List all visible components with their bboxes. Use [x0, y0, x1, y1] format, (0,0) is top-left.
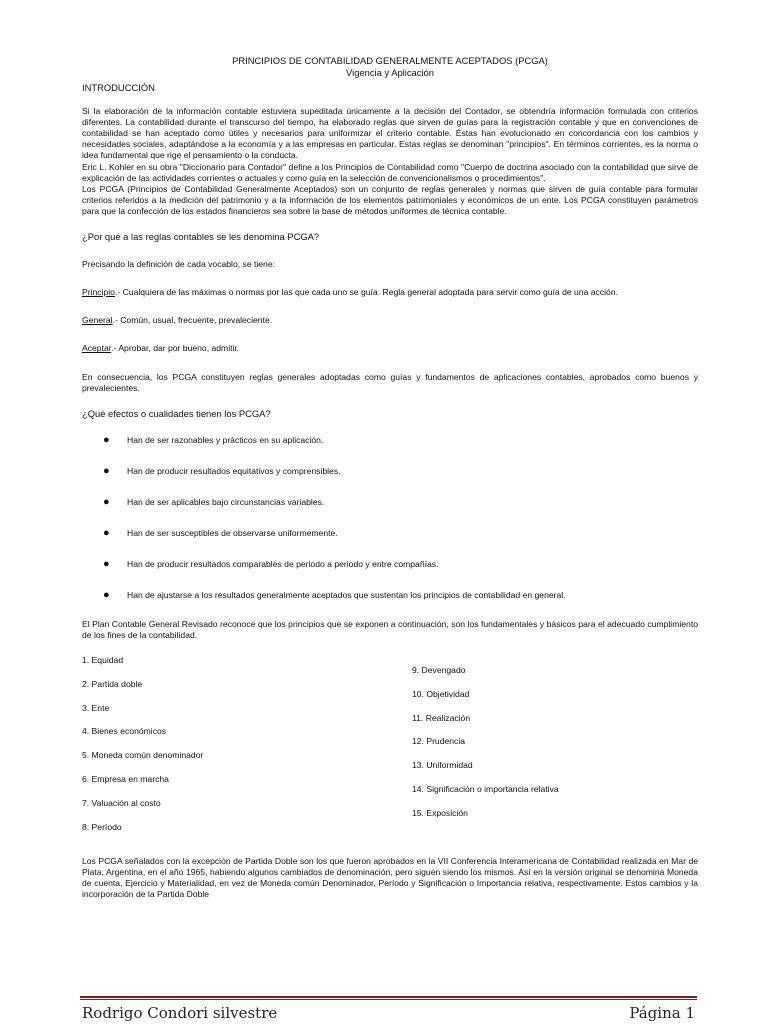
footer-page-number: Página 1 [629, 1004, 695, 1022]
list-item: 6. Empresa en marcha [82, 773, 169, 784]
list-item: 10. Objetividad [412, 688, 470, 699]
page-footer [80, 1004, 697, 1024]
question-effects-pcga: ¿Qué efectos o cualidades tienen los PCGA? [82, 407, 271, 419]
document-subtitle: Vigencia y Aplicación [346, 66, 434, 78]
list-item: 7. Valuación al costo [82, 797, 161, 808]
bullet-dot-icon: ● [103, 464, 110, 477]
intro-paragraph-3: Los PCGA (Principios de Contabilidad Generalmente Aceptados) son un conjunto de reglas generales y normas que sirven de guía contable para formular criterios referidos a la medición del patrimonio y a la información de los elementos patrimoniales y económicos de un ente. Los PCGA constituyen parámetros para que la confección de los estados financieros sea sobre la base de métodos uniformes de técnica contable. [82, 183, 698, 216]
intro-paragraph-1: Si la elaboración de la información contable estuviera supeditada únicamente a la decisión del Contador, se obtendría información formulada con criterios diferentes. La contabilidad durante el transcurso del tiempo, ha elaborado reglas que sirven de guías para la registración contable y que en convenciones de contabilidad se han aceptado como útiles y necesarios para uniformizar el criterio contable. Éstas han evolucionado en concordancia con los cambios y necesidades sociales, adaptándose a la economía y a las empresas en particular. Estas reglas se denominan "principios". En términos corrientes, es la norma o idea fundamental que rige el pensamiento o la conducta. [82, 106, 698, 161]
principles-list [82, 655, 698, 845]
list-item: 3. Ente [82, 702, 110, 713]
bullet-dot-icon: ● [103, 588, 110, 601]
list-item: 15. Exposición [412, 807, 468, 818]
list-item: 11. Realización [412, 712, 471, 723]
definition-principio [82, 287, 698, 298]
bullet-dot-icon: ● [103, 495, 110, 508]
principles-column-right [412, 665, 559, 832]
principles-column-left [82, 655, 203, 845]
definition-general [82, 315, 698, 326]
list-item: ● Han de ajustarse a los resultados generalmente aceptados que sustentan los principios de contabilidad en general. [103, 588, 566, 601]
list-item: 8. Período [82, 821, 122, 832]
definition-intro: Precisando la definición de cada vocablo, se tiene: [82, 259, 276, 270]
closing-paragraph: Los PCGA señalados con la excepción de Partida Doble son los que fueron aprobados en la VII Conferencia Interamericana de Contabilidad realizada en Mar de Plata, Argentina, en el año 1965, habiendo algunos cambiados de denominación, pero siguen siendo los mismos. Así en la versión original se denomina Moneda de cuenta, Ejercicio y Materialidad, en vez de Moneda común Denominador, Período y Significación o Importancia relativa, respectivamente. Estos cambios y la incorporación de la Partida Doble [82, 855, 698, 900]
term-aceptar: Aceptar [82, 343, 112, 354]
question-why-pcga: ¿Por qué a las reglas contables se les denomina PCGA? [82, 231, 320, 243]
bullet-dot-icon: ● [103, 557, 110, 570]
list-item: 5. Moneda común denominador [82, 750, 204, 761]
section-heading-introduccion: INTRODUCCIÓN [82, 82, 155, 93]
definition-general-text: .- Común, usual, frecuente, prevaleciente. [112, 315, 273, 326]
qualities-bullet-list [82, 435, 698, 601]
list-item: ● Han de producir resultados comparables de periodo a periodo y entre compañías. [103, 557, 439, 570]
term-general: General [82, 315, 113, 326]
list-item: ● Han de ser razonables y prácticos en su aplicación. [103, 433, 324, 446]
list-item: 2. Partida doble [82, 678, 143, 689]
plan-contable-paragraph: El Plan Contable General Revisado reconoce que los principios que se exponen a continuación, son los fundamentales y básicos para el adecuado cumplimiento de los fines de la contabilidad. [82, 618, 698, 640]
bullet-dot-icon: ● [103, 433, 110, 446]
term-principio: Principio [82, 287, 115, 298]
definition-aceptar-text: .- Aprobar, dar por bueno, admitir. [111, 343, 240, 354]
intro-paragraph-2: Eric L. Kohler en su obra "Diccionario para Contador" define a los Principios de Contabilidad como "Cuerpo de doctrina asociado con la contabilidad que sirve de explicación de las actividades corrientes o actuales y como guía en la selección de convencionalismos o procedimientos". [82, 161, 698, 183]
list-item: ● Han de producir resultados equitativos y comprensibles. [103, 464, 341, 477]
list-item: 4. Bienes económicos [82, 726, 167, 737]
footer-author: Rodrigo Condori silvestre [82, 1004, 278, 1022]
list-item: 12. Prudencia [412, 736, 466, 747]
document-title: PRINCIPIOS DE CONTABILIDAD GENERALMENTE ACEPTADOS (PCGA) [232, 55, 548, 66]
list-item: 13. Uniformidad [412, 760, 473, 771]
list-item: ● Han de ser aplicables bajo circunstancias variables. [103, 495, 325, 508]
definition-principio-text: .- Cualquiera de las máximas o normas por las que cada uno se guía. Regla general adoptada para servir como guía de una acción. [114, 287, 619, 298]
list-item: 1. Equidad [82, 654, 124, 665]
list-item: 9. Devengado [412, 664, 466, 675]
footer-rule-thick [80, 996, 697, 998]
definition-aceptar [82, 343, 698, 354]
consequence-paragraph: En consecuencia, los PCGA constituyen reglas generales adoptadas como guías y fundamentos de aplicaciones contables, aprobados como buenos y prevalecientes. [82, 371, 698, 393]
bullet-dot-icon: ● [103, 526, 110, 539]
document-body [82, 55, 698, 900]
list-item: ● Han de ser susceptibles de observarse uniformemente. [103, 526, 338, 539]
footer-rule-thin [80, 999, 697, 1000]
list-item: 14. Significación o importancia relativa [412, 783, 559, 794]
